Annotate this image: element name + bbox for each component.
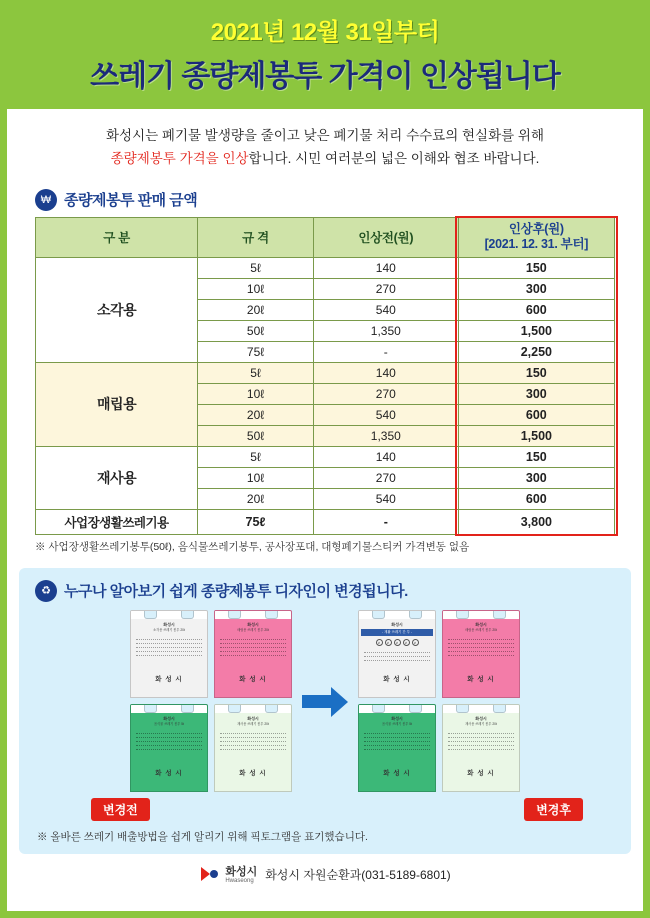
bag-footer-text: 화 성 시 [239,770,267,778]
right-arrow-icon [302,686,348,716]
cell-after: 150 [458,362,614,383]
cell-size: 75ℓ [198,509,314,534]
bag-handle-cut-left [372,704,385,713]
bag-handle-cut-right [181,704,194,713]
bag-type-label: 음식물 쓰레기 봉투 5ℓ [381,722,413,727]
change-tags-row [91,798,583,821]
table-row [36,509,615,534]
cell-before: 270 [313,278,458,299]
coin-icon: ₩ [35,189,57,211]
cell-size: 50ℓ [198,425,314,446]
bag-handle-cut-left [228,610,241,619]
bag-city-name: 화성시 [475,621,487,627]
cell-after: 600 [458,488,614,509]
cell-size: 20ℓ [198,488,314,509]
bag-city-name: 화성시 [391,621,403,627]
cell-after: 1,500 [458,320,614,341]
bags-after-group [358,610,520,792]
bag-type-label: 재사용 쓰레기 봉투 20ℓ [237,722,269,727]
bag-footer-text: 화 성 시 [467,676,495,684]
cell-size: 5ℓ [198,257,314,278]
bag-handle-cut-right [265,704,278,713]
bag-footer-text: 화 성 시 [155,676,183,684]
intro-line-2 [47,148,603,171]
cell-before: - [313,509,458,534]
cell-size: 5ℓ [198,362,314,383]
bag-text-lines [364,730,430,750]
bag-city-name: 화성시 [475,715,487,721]
header-line-2: 쓰레기 종량제봉투 가격이 인상됩니다 [90,60,560,93]
intro-paragraph [7,109,643,177]
pictogram-icon: ✗ [403,639,410,646]
table-row [36,257,615,278]
bag-handle-cut-left [372,610,385,619]
bag-text-lines [364,649,430,661]
cell-after: 1,500 [458,425,614,446]
col-header-after [458,217,614,257]
table-row [36,446,615,467]
cell-before: 540 [313,404,458,425]
cell-before: 540 [313,299,458,320]
cell-category-reuse: 재사용 [36,446,198,509]
col-header-after-line-1: 인상후(원) [508,221,564,236]
bag-footer-text: 화 성 시 [383,770,411,778]
bag-city-name: 화성시 [247,621,259,627]
cell-after: 2,250 [458,341,614,362]
cell-after: 300 [458,383,614,404]
intro-highlight: 종량제봉투 가격을 인상 [110,150,249,166]
cell-before: 140 [313,257,458,278]
cell-before: 270 [313,383,458,404]
section-1-title-text: 종량제봉투 판매 금액 [64,192,198,210]
cell-before: 140 [313,362,458,383]
bag-handle-cut-left [228,704,241,713]
tag-before: 변경전 [91,798,150,821]
cell-size: 10ℓ [198,278,314,299]
bag-handle-cut-right [265,610,278,619]
bag-handle [131,705,207,713]
cell-before: 1,350 [313,320,458,341]
bag-text-lines [136,636,202,656]
bag-after-incineration [358,610,436,698]
cell-category-bury: 매립용 [36,362,198,446]
bag-handle [443,705,519,713]
poster-header [7,0,643,109]
cell-size: 20ℓ [198,299,314,320]
bag-before-food [130,704,208,792]
bag-banner: - 재활 쓰레기 간 투 - [361,629,433,636]
pictogram-icon: ✗ [412,639,419,646]
pictogram-icon: ✗ [385,639,392,646]
pictogram-row [364,639,430,646]
bag-handle [359,705,435,713]
cell-after: 3,800 [458,509,614,534]
intro-line-2-rest: 합니다. 시민 여러분의 넓은 이해와 협조 바랍니다. [248,150,540,166]
bag-text-lines [220,636,286,656]
cell-size: 50ℓ [198,320,314,341]
bag-text-lines [136,730,202,750]
bag-handle [359,611,435,619]
poster-footer [7,864,643,892]
bag-type-label: 재사용 쓰레기 봉투 20ℓ [465,722,497,727]
bag-footer-text: 화 성 시 [239,676,267,684]
col-header-before: 인상전(원) [313,217,458,257]
logo-text-english: Hwaseong [225,877,254,884]
bag-handle [443,611,519,619]
tag-after: 변경후 [524,798,583,821]
bag-handle-cut-right [409,704,422,713]
bag-after-reuse [442,704,520,792]
cell-category-business: 사업장생활쓰레기용 [36,509,198,534]
bag-city-name: 화성시 [163,621,175,627]
intro-line-1: 화성시는 폐기물 발생량을 줄이고 낮은 폐기물 처리 수수료의 현실화를 위해 [105,128,545,143]
bag-before-landfill [214,610,292,698]
bag-footer-text: 화 성 시 [155,770,183,778]
cell-size: 75ℓ [198,341,314,362]
cell-before: 270 [313,467,458,488]
bag-icon: ♻ [35,580,57,602]
table-note: ※ 사업장생활쓰레기봉투(50ℓ), 음식물쓰레기봉투, 공사장포대, 대형폐기물스티커 가격변동 없음 [35,540,470,553]
section-1-title [35,189,643,211]
bag-type-label: 음식물 쓰레기 봉투 5ℓ [153,722,185,727]
col-header-after-line-2: [2021. 12. 31. 부터] [484,237,589,252]
cell-size: 10ℓ [198,467,314,488]
cell-size: 5ℓ [198,446,314,467]
design-change-section [19,568,631,854]
section-2-title [35,580,619,602]
cell-before: 1,350 [313,425,458,446]
department-contact: 화성시 자원순환과(031-5189-6801) [265,868,451,883]
bag-city-name: 화성시 [247,715,259,721]
bags-before-group [130,610,292,792]
bag-comparison [31,610,619,792]
bag-handle-cut-left [144,704,157,713]
bag-handle-cut-right [493,704,506,713]
bag-handle [215,705,291,713]
bag-handle-cut-left [456,610,469,619]
cell-after: 600 [458,299,614,320]
pictogram-icon: ✗ [394,639,401,646]
table-header-row [36,217,615,257]
col-header-size: 규 격 [198,217,314,257]
city-logo [199,864,257,886]
bag-handle-cut-left [456,704,469,713]
bag-after-landfill [442,610,520,698]
bag-handle-cut-left [144,610,157,619]
bottom-accent-bar [7,911,643,918]
bag-footer-text: 화 성 시 [467,770,495,778]
logo-text [225,866,257,885]
bag-city-name: 화성시 [163,715,175,721]
design-note: ※ 올바른 쓰레기 배출방법을 쉽게 알리기 위해 픽토그램을 표기했습니다. [37,830,368,843]
bag-before-reuse [214,704,292,792]
cell-after: 150 [458,446,614,467]
cell-before: 140 [313,446,458,467]
cell-after: 150 [458,257,614,278]
bag-type-label: 소각용 쓰레기 봉투 20ℓ [153,628,185,633]
bag-handle [131,611,207,619]
bag-handle [215,611,291,619]
cell-size: 20ℓ [198,404,314,425]
bag-type-label: 매립용 쓰레기 봉투 20ℓ [465,628,497,633]
bag-city-name: 화성시 [391,715,403,721]
header-line-1: 2021년 12월 31일부터 [210,19,440,46]
bag-text-lines [448,730,514,750]
bag-handle-cut-right [409,610,422,619]
arrow-head [331,687,348,717]
cell-after: 600 [458,404,614,425]
logo-text-korean: 화성시 [225,865,258,878]
cell-before: 540 [313,488,458,509]
bag-after-food [358,704,436,792]
bag-text-lines [448,636,514,656]
hwaseong-logo-icon [199,864,221,886]
bag-text-lines [220,730,286,750]
price-table-wrapper [35,217,615,535]
cell-size: 10ℓ [198,383,314,404]
cell-after: 300 [458,278,614,299]
bag-before-incineration [130,610,208,698]
cell-category-burn: 소각용 [36,257,198,362]
arrow-shaft [302,695,332,708]
bag-handle-cut-right [181,610,194,619]
table-row [36,362,615,383]
cell-before: - [313,341,458,362]
bag-handle-cut-right [493,610,506,619]
section-2-title-text: 누구나 알아보기 쉽게 종량제봉투 디자인이 변경됩니다. [64,583,408,601]
price-table [35,217,615,535]
cell-after: 300 [458,467,614,488]
col-header-category: 구 분 [36,217,198,257]
bag-type-label: 매립용 쓰레기 봉투 20ℓ [237,628,269,633]
pictogram-icon: ✗ [376,639,383,646]
bag-footer-text: 화 성 시 [383,676,411,684]
